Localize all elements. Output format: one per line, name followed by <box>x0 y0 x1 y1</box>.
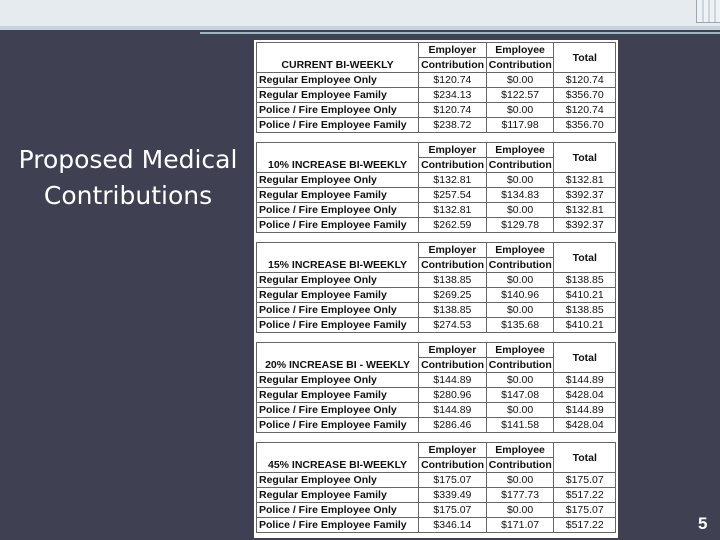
column-header-employee: Employee <box>486 143 554 158</box>
cell-employee: $0.00 <box>486 203 554 218</box>
cell-employer: $280.96 <box>419 388 487 403</box>
cell-total: $120.74 <box>554 103 616 118</box>
table-caption: 20% INCREASE BI - WEEKLY <box>257 343 419 373</box>
column-header-contribution: Contribution <box>419 358 487 373</box>
column-header-employee: Employee <box>486 443 554 458</box>
column-header-total: Total <box>554 343 616 373</box>
top-band-accent-rule <box>200 32 720 34</box>
cell-total: $138.85 <box>554 273 616 288</box>
cell-employee: $135.68 <box>486 318 554 333</box>
cell-employer: $346.14 <box>419 518 487 533</box>
row-label: Police / Fire Employee Family <box>257 318 419 333</box>
cell-total: $428.04 <box>554 388 616 403</box>
cell-employee: $0.00 <box>486 273 554 288</box>
table-row <box>257 503 616 518</box>
cell-employee: $0.00 <box>486 503 554 518</box>
corner-decoration-line <box>708 0 710 22</box>
row-label: Police / Fire Employee Family <box>257 118 419 133</box>
row-label: Regular Employee Family <box>257 288 419 303</box>
row-label: Police / Fire Employee Only <box>257 403 419 418</box>
cell-total: $410.21 <box>554 288 616 303</box>
cell-employer: $274.53 <box>419 318 487 333</box>
row-label: Regular Employee Family <box>257 488 419 503</box>
cell-total: $132.81 <box>554 203 616 218</box>
cell-employer: $144.89 <box>419 403 487 418</box>
column-header-contribution: Contribution <box>486 58 554 73</box>
column-header-contribution: Contribution <box>419 258 487 273</box>
cell-employee: $177.73 <box>486 488 554 503</box>
row-label: Regular Employee Only <box>257 273 419 288</box>
row-label: Police / Fire Employee Family <box>257 418 419 433</box>
cell-total: $175.07 <box>554 503 616 518</box>
table-caption: 15% INCREASE BI-WEEKLY <box>257 243 419 273</box>
cell-total: $428.04 <box>554 418 616 433</box>
column-header-contribution: Contribution <box>486 258 554 273</box>
row-label: Regular Employee Family <box>257 88 419 103</box>
table-row <box>257 403 616 418</box>
table-header-row <box>257 243 616 258</box>
row-label: Regular Employee Only <box>257 73 419 88</box>
table-row <box>257 118 616 133</box>
cell-total: $356.70 <box>554 118 616 133</box>
table-row <box>257 218 616 233</box>
table-caption: 10% INCREASE BI-WEEKLY <box>257 143 419 173</box>
cell-employer: $238.72 <box>419 118 487 133</box>
cell-total: $120.74 <box>554 73 616 88</box>
column-header-total: Total <box>554 43 616 73</box>
cell-employer: $144.89 <box>419 373 487 388</box>
cell-employer: $269.25 <box>419 288 487 303</box>
table-row <box>257 173 616 188</box>
cell-employee: $0.00 <box>486 373 554 388</box>
cell-total: $144.89 <box>554 403 616 418</box>
column-header-contribution: Contribution <box>486 158 554 173</box>
cell-employee: $0.00 <box>486 103 554 118</box>
table-row <box>257 273 616 288</box>
cell-employee: $147.08 <box>486 388 554 403</box>
row-label: Regular Employee Only <box>257 173 419 188</box>
cell-total: $138.85 <box>554 303 616 318</box>
column-header-total: Total <box>554 143 616 173</box>
table-header-row <box>257 43 616 58</box>
slide-title: Proposed Medical Contributions <box>18 145 238 210</box>
row-label: Police / Fire Employee Only <box>257 103 419 118</box>
cell-employer: $120.74 <box>419 73 487 88</box>
cell-employee: $140.96 <box>486 288 554 303</box>
column-header-employer: Employer <box>419 43 487 58</box>
cell-employer: $339.49 <box>419 488 487 503</box>
cell-employer: $262.59 <box>419 218 487 233</box>
contribution-tables-image <box>254 40 618 538</box>
column-header-employer: Employer <box>419 143 487 158</box>
column-header-employer: Employer <box>419 443 487 458</box>
cell-employee: $0.00 <box>486 73 554 88</box>
cell-total: $175.07 <box>554 473 616 488</box>
column-header-employer: Employer <box>419 343 487 358</box>
cell-employer: $175.07 <box>419 503 487 518</box>
cell-employee: $117.98 <box>486 118 554 133</box>
cell-employee: $0.00 <box>486 403 554 418</box>
row-label: Police / Fire Employee Family <box>257 518 419 533</box>
table-header-row <box>257 143 616 158</box>
cell-employee: $141.58 <box>486 418 554 433</box>
column-header-total: Total <box>554 243 616 273</box>
cell-employee: $0.00 <box>486 303 554 318</box>
table-row <box>257 188 616 203</box>
table-row <box>257 303 616 318</box>
column-header-contribution: Contribution <box>419 458 487 473</box>
table-row <box>257 73 616 88</box>
table-row <box>257 518 616 533</box>
cell-total: $517.22 <box>554 488 616 503</box>
row-label: Regular Employee Only <box>257 473 419 488</box>
table-header-row <box>257 343 616 358</box>
column-header-total: Total <box>554 443 616 473</box>
column-header-contribution: Contribution <box>419 58 487 73</box>
cell-employer: $286.46 <box>419 418 487 433</box>
cell-employee: $122.57 <box>486 88 554 103</box>
table-row <box>257 488 616 503</box>
table-row <box>257 203 616 218</box>
cell-employer: $132.81 <box>419 173 487 188</box>
contribution-table <box>256 442 616 533</box>
contribution-table <box>256 142 616 233</box>
top-band <box>0 0 720 26</box>
cell-total: $392.37 <box>554 188 616 203</box>
table-row <box>257 88 616 103</box>
row-label: Regular Employee Family <box>257 188 419 203</box>
cell-total: $410.21 <box>554 318 616 333</box>
cell-employee: $129.78 <box>486 218 554 233</box>
cell-total: $132.81 <box>554 173 616 188</box>
cell-employee: $0.00 <box>486 173 554 188</box>
contribution-table <box>256 242 616 333</box>
row-label: Police / Fire Employee Family <box>257 218 419 233</box>
cell-total: $144.89 <box>554 373 616 388</box>
table-caption: CURRENT BI-WEEKLY <box>257 43 419 73</box>
table-row <box>257 388 616 403</box>
corner-decoration-line <box>714 0 716 22</box>
row-label: Police / Fire Employee Only <box>257 503 419 518</box>
row-label: Regular Employee Family <box>257 388 419 403</box>
table-row <box>257 418 616 433</box>
cell-employer: $234.13 <box>419 88 487 103</box>
column-header-employee: Employee <box>486 343 554 358</box>
cell-total: $356.70 <box>554 88 616 103</box>
cell-total: $517.22 <box>554 518 616 533</box>
cell-employee: $171.07 <box>486 518 554 533</box>
table-caption: 45% INCREASE BI-WEEKLY <box>257 443 419 473</box>
cell-employee: $134.83 <box>486 188 554 203</box>
page-number: 5 <box>698 514 708 533</box>
row-label: Regular Employee Only <box>257 373 419 388</box>
row-label: Police / Fire Employee Only <box>257 303 419 318</box>
cell-total: $392.37 <box>554 218 616 233</box>
table-row <box>257 103 616 118</box>
table-header-row <box>257 443 616 458</box>
cell-employer: $175.07 <box>419 473 487 488</box>
column-header-contribution: Contribution <box>486 358 554 373</box>
table-row <box>257 318 616 333</box>
contribution-table <box>256 42 616 133</box>
column-header-employee: Employee <box>486 43 554 58</box>
cell-employer: $138.85 <box>419 273 487 288</box>
column-header-employer: Employer <box>419 243 487 258</box>
column-header-employee: Employee <box>486 243 554 258</box>
corner-decoration-line <box>702 0 704 22</box>
cell-employer: $138.85 <box>419 303 487 318</box>
cell-employee: $0.00 <box>486 473 554 488</box>
table-row <box>257 373 616 388</box>
cell-employer: $132.81 <box>419 203 487 218</box>
top-band-rule <box>0 26 720 30</box>
row-label: Police / Fire Employee Only <box>257 203 419 218</box>
column-header-contribution: Contribution <box>419 158 487 173</box>
cell-employer: $257.54 <box>419 188 487 203</box>
cell-employer: $120.74 <box>419 103 487 118</box>
contribution-table <box>256 342 616 433</box>
column-header-contribution: Contribution <box>486 458 554 473</box>
table-row <box>257 288 616 303</box>
table-row <box>257 473 616 488</box>
